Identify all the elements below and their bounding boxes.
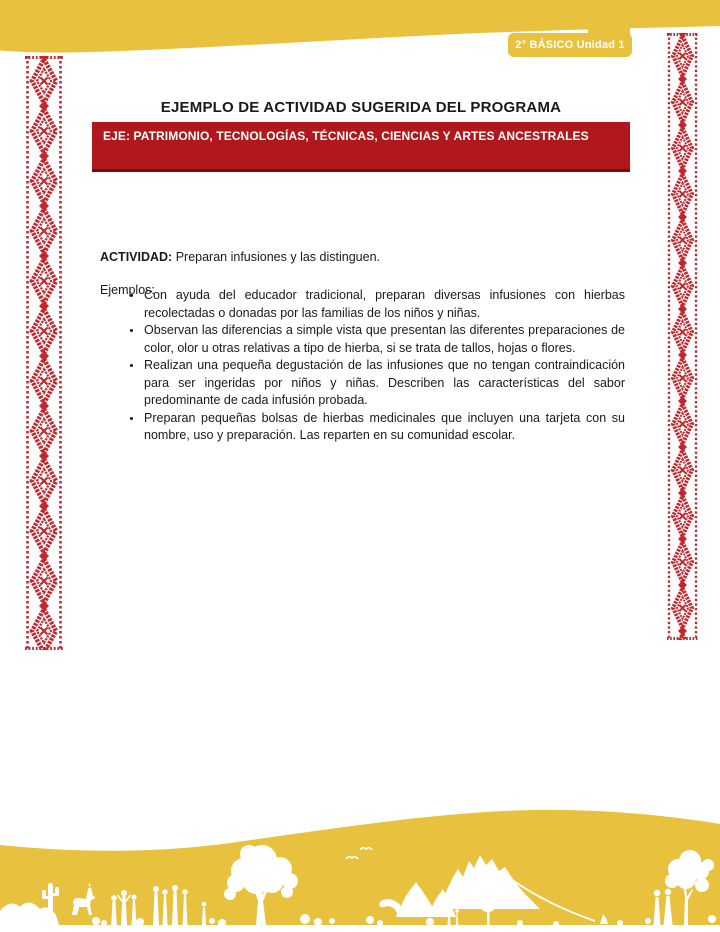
activity-text: Preparan infusiones y las distinguen. xyxy=(175,249,380,264)
landscape-silhouettes-icon xyxy=(0,797,720,932)
activity-line xyxy=(100,249,627,267)
examples-label: Ejemplos: xyxy=(100,282,155,297)
example-item: • Con ayuda del educador tradicional, preparan diversas infusiones con hierbas recolectadas o donadas por las familias de los niños y niñas. xyxy=(143,287,625,322)
example-item: • Realizan una pequeña degustación de las infusiones que no tengan contraindicación para ser ingeridas por niños y niñas. Describen las características del sabor predominante de cada infusión probada. xyxy=(143,357,625,410)
andean-textile-border-icon xyxy=(667,33,698,640)
examples-list xyxy=(100,287,627,445)
example-item: • Observan las diferencias a simple vista que presentan las diferentes preparaciones de color, olor u otras relativas a tipo de hierba, si se trata de tallos, hojas o flores. xyxy=(143,322,625,357)
activity-label: ACTIVIDAD: xyxy=(100,249,173,264)
example-item: • Preparan pequeñas bolsas de hierbas medicinales que incluyen una tarjeta con su nombre, uso y preparación. Las reparten en su comunidad escolar. xyxy=(143,410,625,445)
andean-textile-border-icon xyxy=(25,56,63,650)
page-title: EJEMPLO DE ACTIVIDAD SUGERIDA DEL PROGRAMA xyxy=(160,99,562,117)
unit-badge: 2° BÁSICO Unidad 1 xyxy=(508,33,632,57)
eje-banner: EJE: PATRIMONIO, TECNOLOGÍAS, TÉCNICAS, CIENCIAS Y ARTES ANCESTRALES xyxy=(92,122,630,172)
